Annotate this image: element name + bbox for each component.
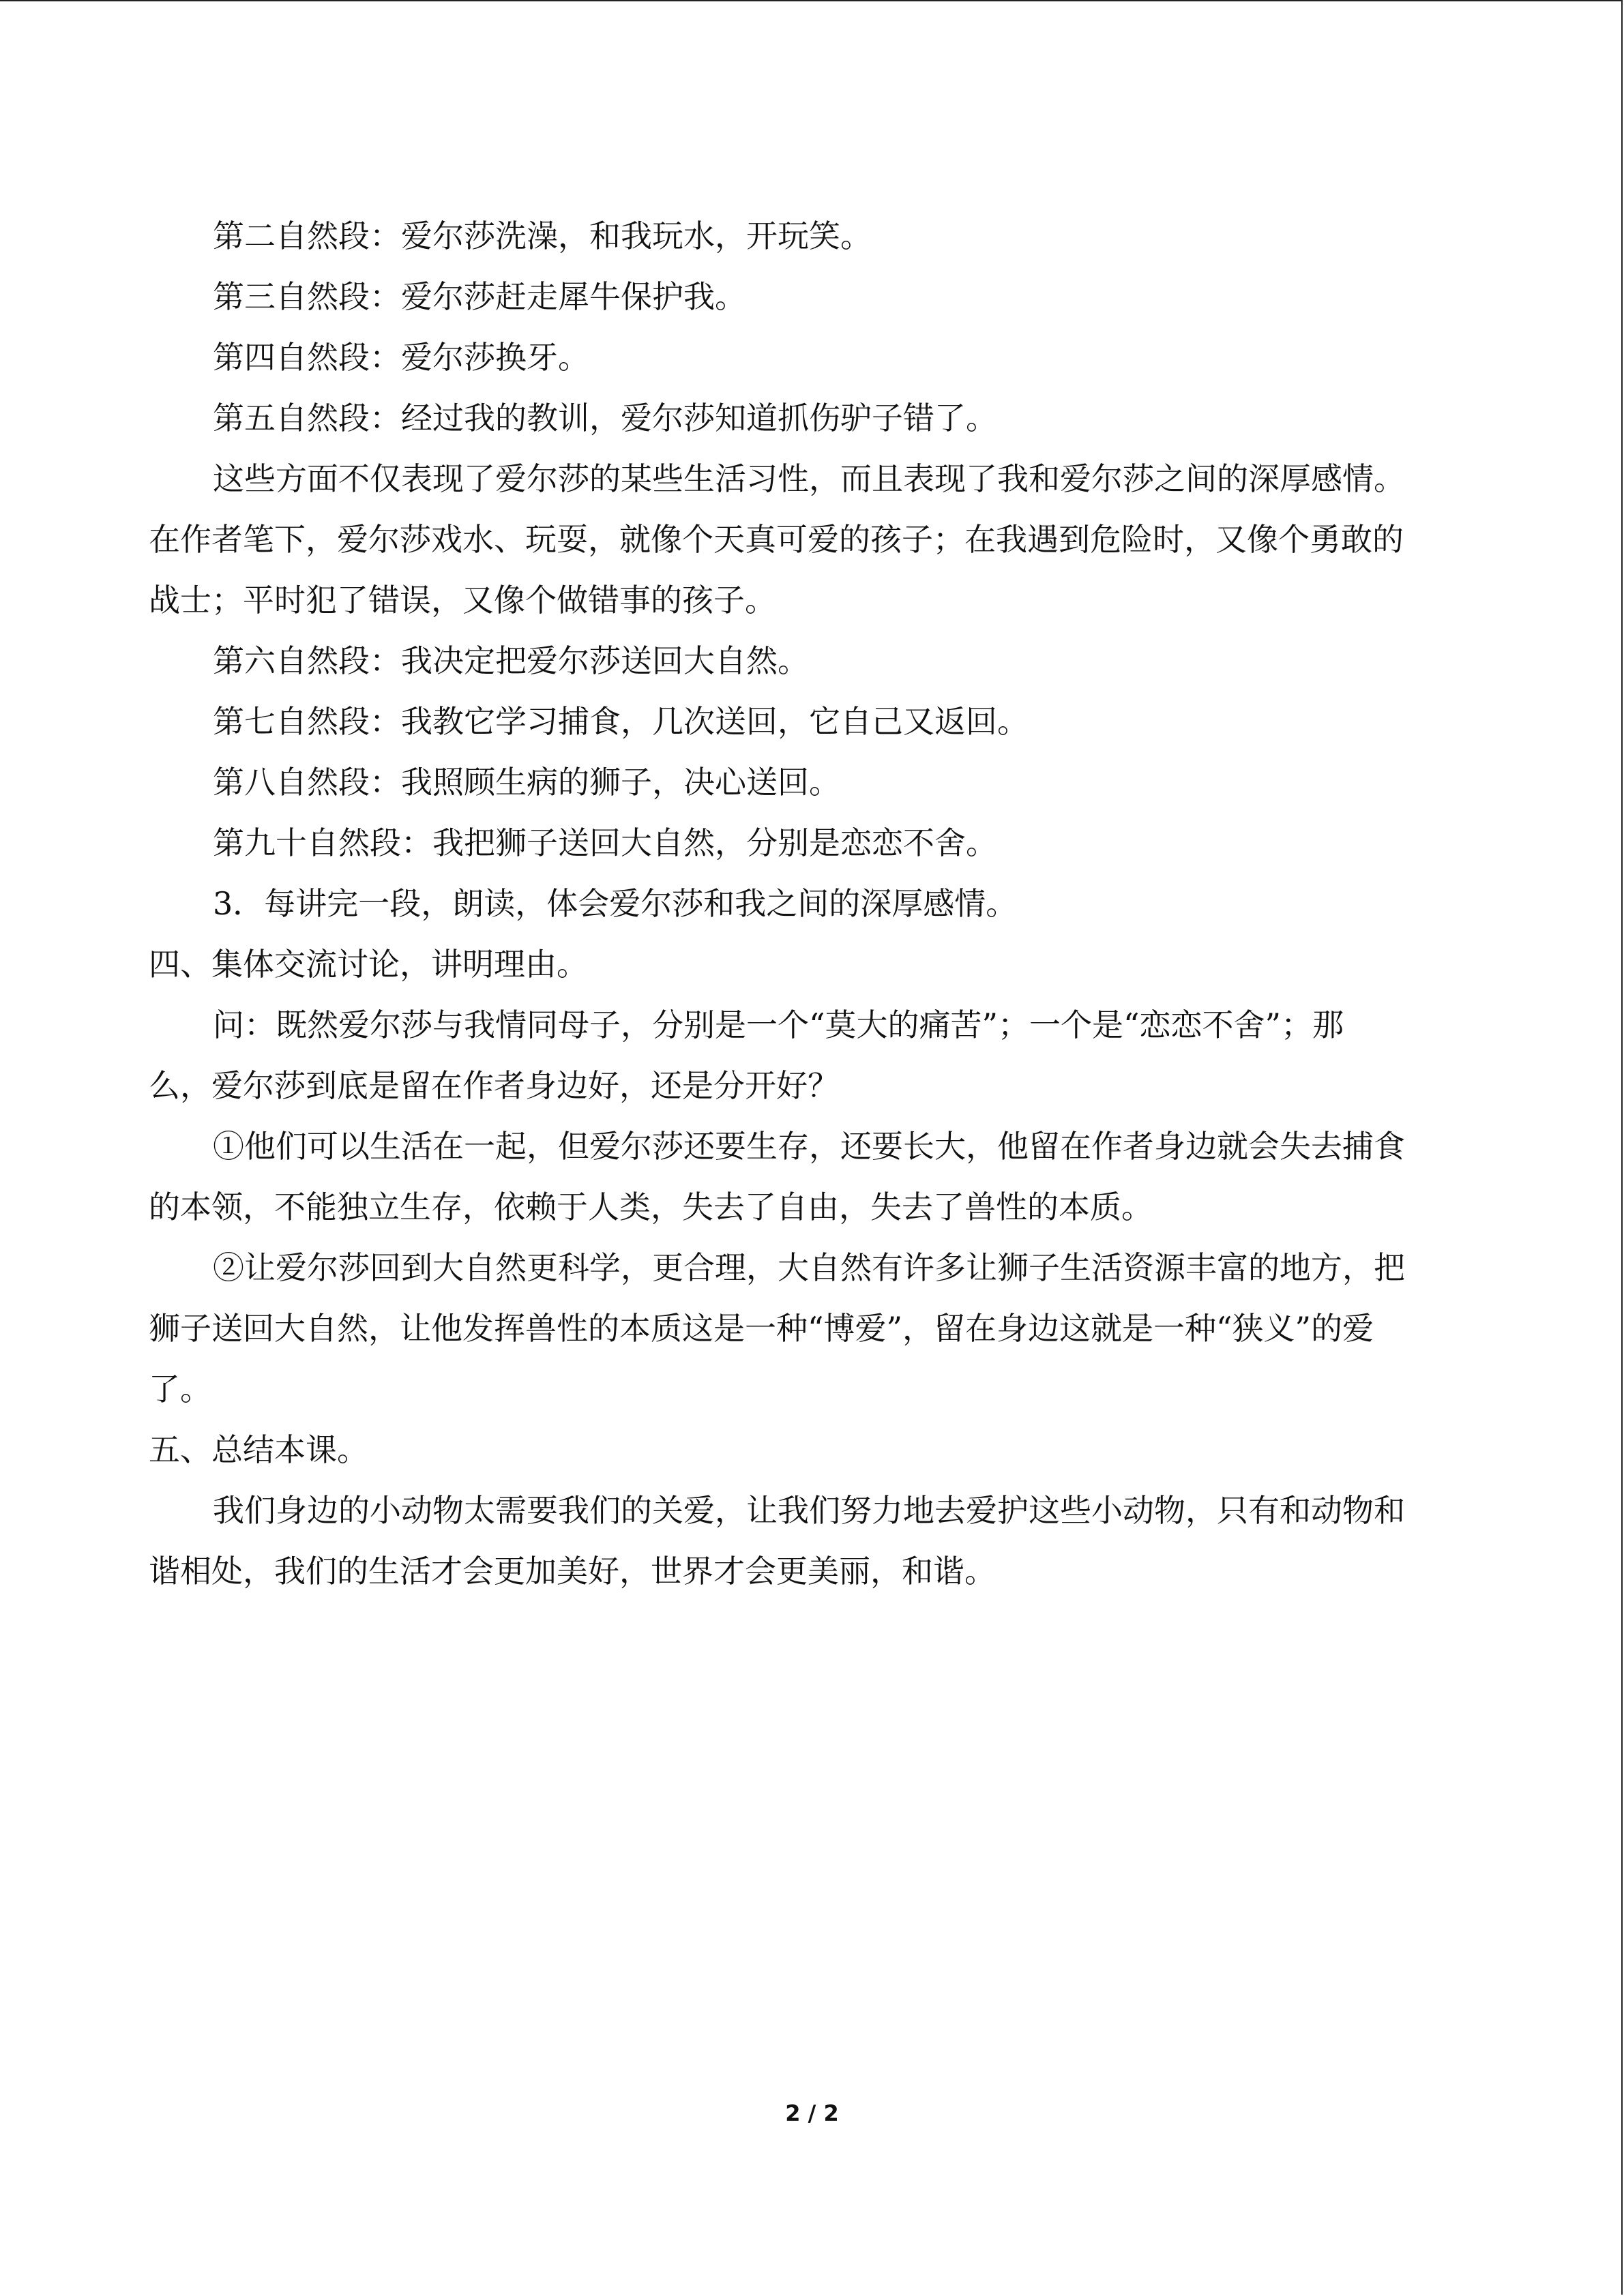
paragraph-line: 第九十自然段：我把狮子送回大自然，分别是恋恋不舍。: [213, 824, 997, 861]
paragraph-line: 第六自然段：我决定把爱尔莎送回大自然。: [213, 642, 809, 679]
section-heading: 五、总结本课。: [149, 1431, 368, 1468]
paragraph-line: 狮子送回大自然，让他发挥兽性的本质这是一种“博爱”，留在身边这就是一种“狭义”的爱: [149, 1310, 1374, 1347]
paragraph-line: ②让爱尔莎回到大自然更科学，更合理，大自然有许多让狮子生活资源丰富的地方，把: [213, 1249, 1405, 1286]
paragraph-line: ①他们可以生活在一起，但爱尔莎还要生存，还要长大，他留在作者身边就会失去捕食: [213, 1128, 1405, 1165]
paragraph-line: 第七自然段：我教它学习捕食，几次送回，它自己又返回。: [213, 703, 1029, 740]
paragraph-line: 谐相处，我们的生活才会更加美好，世界才会更美丽，和谐。: [149, 1553, 996, 1590]
paragraph-line: 战士；平时犯了错误，又像个做错事的孩子。: [149, 582, 776, 618]
paragraph-line: 么，爱尔莎到底是留在作者身边好，还是分开好？: [149, 1067, 839, 1104]
paragraph-line: 第三自然段：爱尔莎赶走犀牛保护我。: [213, 278, 746, 315]
paragraph-line: 问：既然爱尔莎与我情同母子，分别是一个“莫大的痛苦”；一个是“恋恋不舍”；那: [213, 1007, 1344, 1043]
paragraph-line: 这些方面不仅表现了爱尔莎的某些生活习性，而且表现了我和爱尔莎之间的深厚感情。: [213, 460, 1405, 497]
document-body: [149, 206, 1479, 1602]
section-heading: 四、集体交流讨论，讲明理由。: [149, 946, 588, 983]
paragraph-line: 第二自然段：爱尔莎洗澡，和我玩水，开玩笑。: [213, 218, 872, 254]
paragraph-line: 的本领，不能独立生存，依赖于人类，失去了自由，失去了兽性的本质。: [149, 1189, 1153, 1225]
paragraph-line: 3．每讲完一段，朗读，体会爱尔莎和我之间的深厚感情。: [213, 885, 1018, 922]
paragraph-line: 了。: [149, 1371, 211, 1407]
page-number: 2 / 2: [785, 2100, 839, 2126]
paragraph-line: 第四自然段：爱尔莎换牙。: [213, 339, 589, 376]
paragraph-line: 第八自然段：我照顾生病的狮子，决心送回。: [213, 764, 840, 801]
paragraph-line: 我们身边的小动物太需要我们的关爱，让我们努力地去爱护这些小动物，只有和动物和: [213, 1492, 1405, 1529]
paragraph-line: 在作者笔下，爱尔莎戏水、玩耍，就像个天真可爱的孩子；在我遇到危险时，又像个勇敢的: [149, 521, 1404, 558]
paragraph-line: 第五自然段：经过我的教训，爱尔莎知道抓伤驴子错了。: [213, 400, 997, 436]
